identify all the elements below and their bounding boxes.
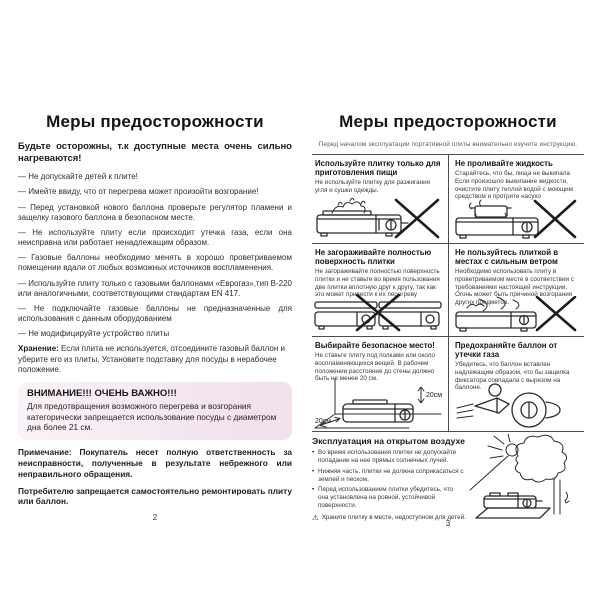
cartridge-latch-illustration [455,382,577,430]
note-text: Покупатель несет полную ответственность за неисправности, полученные в результате небрежного или неправильного обращения. [18,447,292,479]
safety-item: — Перед установкой нового баллона проверьте регулятор пламени и защелку газового баллона в безопасном месте. [18,202,292,222]
cell-text: Не используйте плитку для разжигания угля и сушки одежды. [315,179,431,194]
page-number-2: 2 [152,513,158,523]
cell-text: Не ставьте плиту под полками или около воспламеняющихся вещей. В рабочем положении расстояние до стены должно быть не менее 20 см. [315,352,435,383]
storage-note [18,344,292,374]
note-label: Примечание: [18,447,72,458]
cell-gas-leak [448,337,584,431]
safety-item: — Не подключайте газовые баллоны не предназначенные для использования с данным оборудованием [18,303,292,324]
page-title-right: Меры предосторожности [339,112,557,131]
intro-warning: Будьте осторожны, т.к доступные места очень сильно нагреваются! [18,141,292,165]
cell-title: Предохраняйте баллон от утечки газа [455,341,558,360]
attention-box [18,382,292,440]
attention-text: Для предотвращения возможного перегрева и возгорания категорически запрещается использование посуды с диаметром дна более 21 см. [27,400,277,433]
page-title-left: Меры предосторожности [46,112,264,131]
cell-text: Необходимо использовать плиту в проветриваемом месте в соответствии с требованиями настоящей инструкции. Огонь может быть причиной возгорания других предметов. [455,268,574,306]
cell-no-wind [448,244,584,336]
cell-title: Используйте плитку только для приготовления пищи [315,159,441,178]
grid-row-3 [312,337,584,432]
wall-distance-illustration [313,378,443,430]
attention-title: ВНИМАНИЕ!!! ОЧЕНЬ ВАЖНО!!! [27,387,177,399]
safety-item: — Не модифицируйте устройство плиты [18,329,170,339]
safety-item: — Не используйте плиту если происходит утечка газа, если она неисправна или работает ненадлежащим образом. [18,227,292,248]
cell-no-covering [312,244,448,336]
liability-note [18,447,292,479]
outdoor-bullet: • Нижняя часть, плитки не должна соприкасаться с землей и песком. [312,468,464,484]
grid-row-1 [312,155,584,244]
distance-label-top: 20см [426,392,443,399]
safety-item: — Не допускайте детей к плите! [18,172,138,182]
cell-title: Выбирайте безопасное место! [315,341,435,350]
storage-label: Хранение: [18,344,59,354]
storage-text: Если плита не используется, отсоедините газовый баллон и уберите его из плиты. Установите подставку для посуды в нерабочее положение. [18,344,285,374]
repair-prohibition: Потребителю запрещается самостоятельно ремонтировать плиту или баллон. [18,485,292,507]
cell-title: Не пользуйтесь плиткой в местах с сильным ветром [455,248,559,267]
outdoor-bullets [312,449,464,510]
cell-cooking-only [312,155,448,243]
two-stoves-crossed-illustration [313,294,443,334]
manual-page-2 [18,112,292,522]
cell-safe-place [312,337,448,431]
boiling-pot-crossed-illustration [453,199,579,241]
stove-wind-crossed-illustration [453,296,579,334]
manual-page-3 [312,112,584,526]
outdoor-bullet: • Перед использованием плитки убедитесь, что она установлена на ровной, устойчивой поверхности. [312,486,464,510]
warning-triangle-icon: ⚠ [312,513,319,523]
outdoor-bullet: • Во время использования плитки не допускайте попадание на нее прямых солнечных лучей. [312,449,464,465]
cell-text: Убедитесь, что баллон вставлен надлежащим образом, что бы защелка фиксатора совпадала с вырезом на баллоне. [455,361,570,392]
cell-no-spill [448,155,584,243]
precautions-grid [312,154,584,526]
page-number-3: 3 [445,519,451,528]
safety-item: — Газовые баллоны необходимо менять в хорошо проветриваемом помещении вдали от любых возможных источников воспламенения. [18,253,292,273]
outdoor-title: Эксплуатация на открытом воздухе [312,436,465,446]
stove-fire-crossed-illustration [314,197,442,241]
safety-item: — Имейте ввиду, что от перегрева может произойти возгорание! [18,187,259,197]
warning-text: Храните плитку в месте, недоступном для детей. [321,514,466,522]
cell-text: Старайтесь, что бы, пища не выкипала Если произошло выкипание жидкости, очистите плиту теплой водой с моющим средством и протрите насухо [455,170,574,201]
distance-label-left: 20см [315,418,332,425]
cell-title: Не загораживайте полностью поверхность плитки [315,248,432,267]
outdoor-scene-illustration [466,434,584,522]
safety-item: — Используйте плиту только с газовыми баллонами «Еврогаз»,тип В-220 или аналогичными, соответствующими стандартам EN 417. [18,278,292,298]
grid-row-2 [312,244,584,337]
cell-title: Не проливайте жидкость [455,159,553,168]
page-subtitle: Перед началом эксплуатации портативной плиты внимательно изучите инструкцию. [318,141,578,148]
outdoor-section [312,432,584,526]
cell-text: Не загораживайте полностью поверхность плитки и не ставьте во время пользования две плитки вплотную друг к другу, так как это может привести к их перегреву [315,268,440,299]
